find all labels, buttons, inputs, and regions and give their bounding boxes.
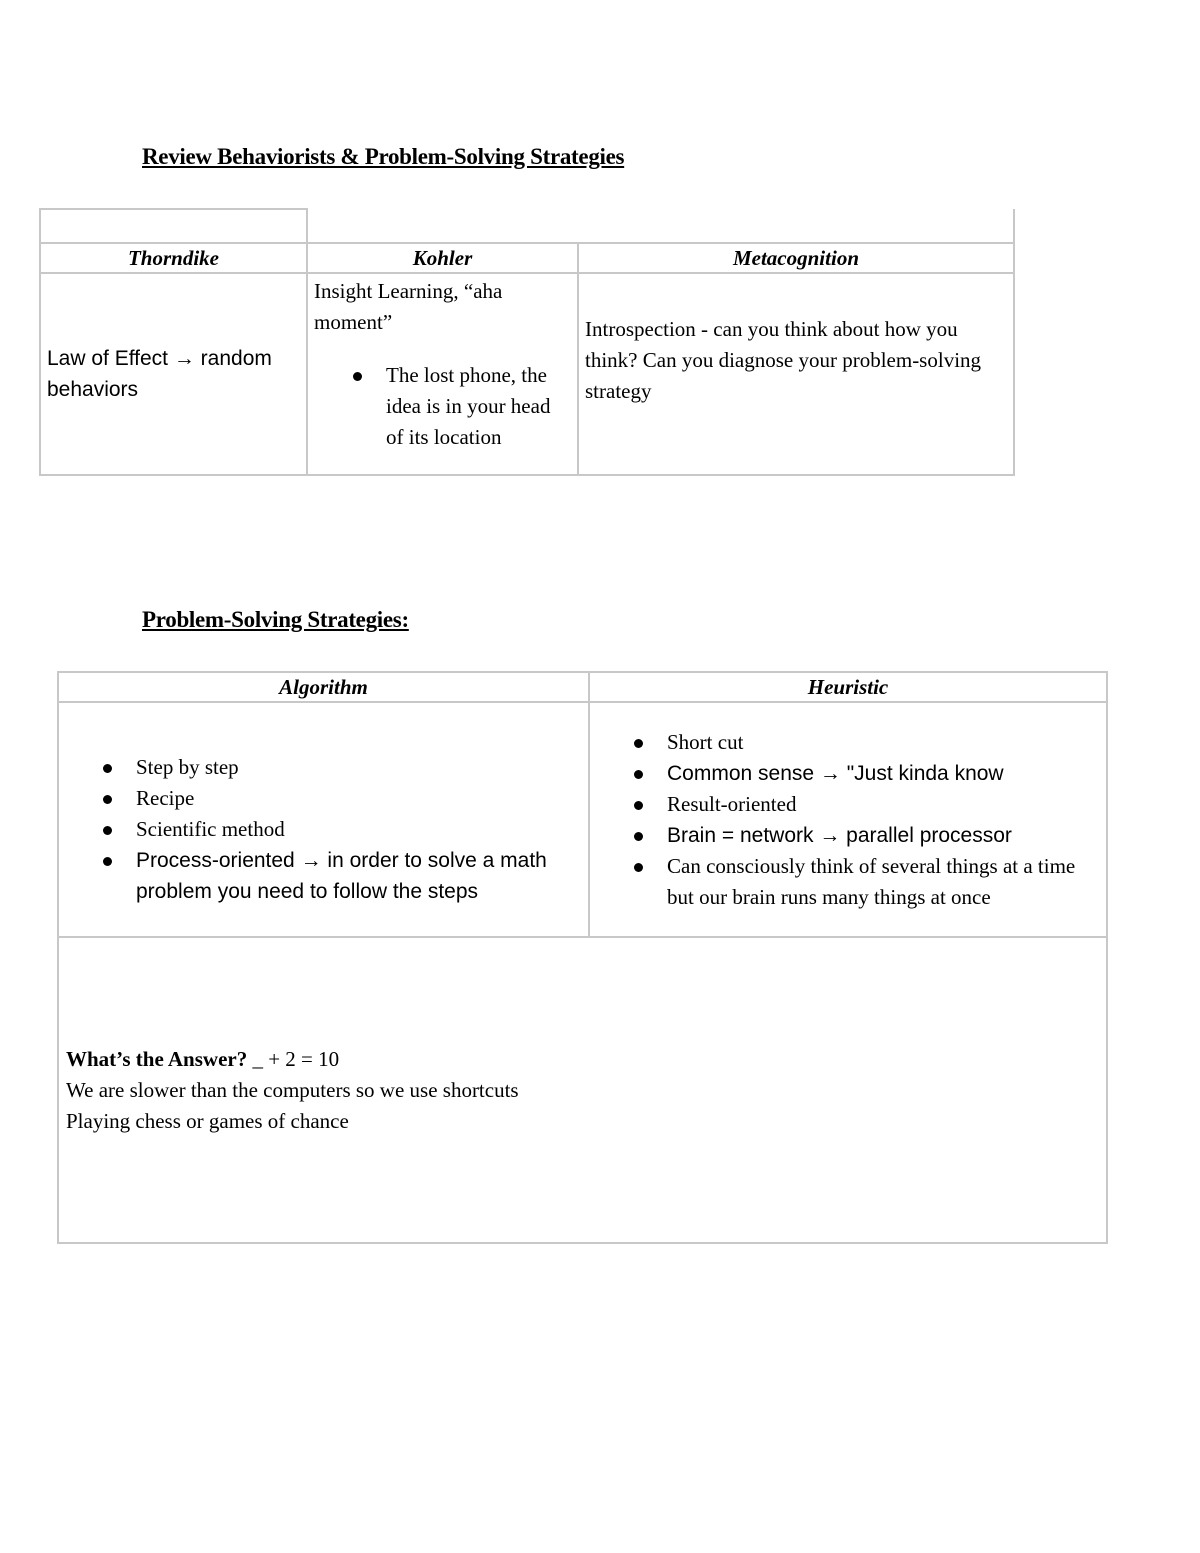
- metacognition-text: Introspection - can you think about how you think? Can you diagnose your problem-solving strategy: [585, 316, 982, 403]
- list-item: Recipe: [136, 783, 588, 814]
- kohler-intro: Insight Learning, “aha moment”: [314, 279, 503, 334]
- answer-question: What’s the Answer?: [66, 1047, 248, 1071]
- list-item: Short cut: [667, 727, 1086, 758]
- kohler-cell: [307, 273, 578, 475]
- strategies-table: [57, 671, 1108, 1244]
- thorndike-cell: [40, 273, 307, 475]
- list-item: Brain = network → parallel processor: [667, 820, 1086, 851]
- list-item: Scientific method: [136, 814, 588, 845]
- algorithm-list: [59, 733, 588, 907]
- metacognition-cell: [578, 273, 1014, 475]
- list-item: Step by step: [136, 752, 588, 783]
- answer-equation: _ + 2 = 10: [247, 1047, 340, 1071]
- answer-cell: [58, 937, 1107, 1243]
- heuristic-list: [590, 703, 1106, 913]
- kohler-bullet-list: [308, 360, 577, 453]
- answer-line: We are slower than the computers so we use shortcuts: [66, 1078, 519, 1102]
- answer-box: [59, 938, 1106, 1137]
- header-algorithm: Algorithm: [58, 672, 589, 702]
- header-kohler: Kohler: [307, 243, 578, 273]
- heuristic-cell: [589, 702, 1107, 937]
- list-item: Process-oriented → in order to solve a math problem you need to follow the steps: [136, 845, 588, 907]
- blank-cell: [307, 209, 1014, 243]
- blank-cell: [40, 209, 307, 243]
- list-item: The lost phone, the idea is in your head of its location: [385, 360, 573, 453]
- answer-line: Playing chess or games of chance: [66, 1109, 349, 1133]
- thorndike-text: Law of Effect → random behaviors: [47, 347, 272, 401]
- algorithm-cell: [58, 702, 589, 937]
- list-item: Result-oriented: [667, 789, 1086, 820]
- header-heuristic: Heuristic: [589, 672, 1107, 702]
- behaviorists-table: [39, 208, 1015, 476]
- list-item: Can consciously think of several things at a time but our brain runs many things at once: [667, 851, 1086, 913]
- header-metacognition: Metacognition: [578, 243, 1014, 273]
- answer-question-line: [66, 1044, 1106, 1075]
- list-item: Common sense → "Just kinda know: [667, 758, 1086, 789]
- header-thorndike: Thorndike: [40, 243, 307, 273]
- section-title: Problem-Solving Strategies:: [142, 607, 409, 632]
- page-title: Review Behaviorists & Problem-Solving Strategies: [142, 144, 625, 169]
